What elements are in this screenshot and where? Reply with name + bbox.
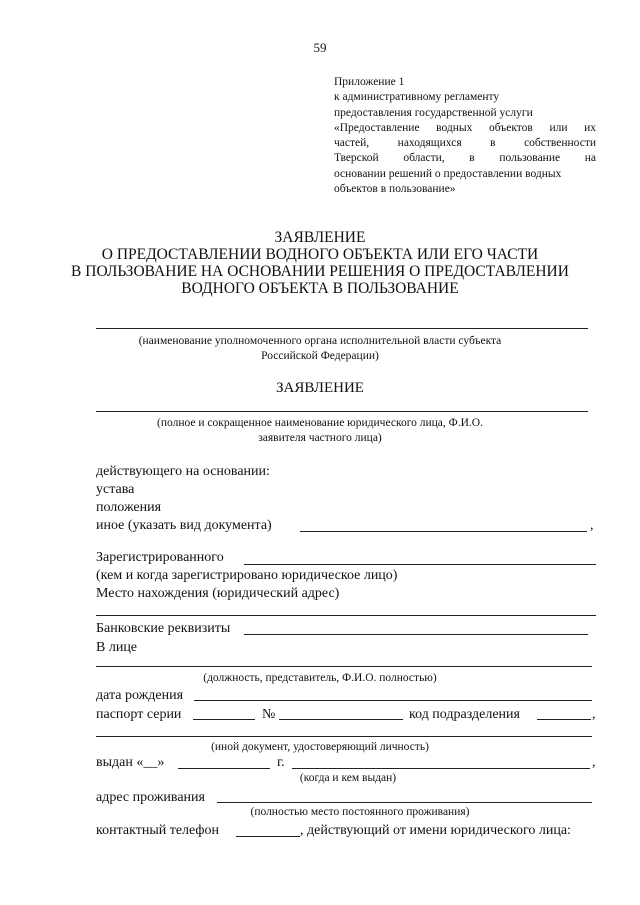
- passport-number-label: №: [262, 707, 276, 722]
- applicant-caption-line: заявителя частного лица): [258, 432, 382, 444]
- person-caption: (должность, представитель, Ф.И.О. полностью): [203, 672, 437, 684]
- person-label: В лице: [96, 640, 138, 655]
- basis-option-regulation[interactable]: положения: [96, 500, 162, 515]
- document-title-line: В ПОЛЬЗОВАНИЕ НА ОСНОВАНИИ РЕШЕНИЯ О ПРЕДОСТАВЛЕНИИ: [71, 263, 569, 280]
- document-title: ЗАЯВЛЕНИЕ: [274, 229, 366, 246]
- authority-field[interactable]: [96, 328, 588, 329]
- passport-series-label: паспорт серии: [96, 707, 182, 722]
- basis-end-comma: ,: [590, 518, 594, 533]
- applicant-field[interactable]: [96, 411, 588, 412]
- registered-label: Зарегистрированного: [96, 550, 224, 565]
- subtitle: ЗАЯВЛЕНИЕ: [276, 380, 364, 396]
- residence-label: адрес проживания: [96, 790, 205, 805]
- issued-month-field[interactable]: [178, 768, 270, 769]
- basis-label: действующего на основании:: [96, 464, 270, 479]
- bank-field[interactable]: [244, 634, 588, 635]
- passport-number-field[interactable]: [279, 719, 403, 720]
- issued-caption: (когда и кем выдан): [299, 772, 397, 784]
- person-field[interactable]: [96, 666, 592, 667]
- phone-label: контактный телефон: [96, 823, 219, 838]
- issued-end-comma: ,: [592, 755, 596, 770]
- dept-code-field[interactable]: [537, 719, 591, 720]
- residence-caption: (полностью место постоянного проживания): [250, 806, 470, 818]
- bank-label: Банковские реквизиты: [96, 621, 231, 636]
- annex-line: основании решений о предоставлении водных: [334, 167, 562, 180]
- document-title-line: ВОДНОГО ОБЪЕКТА В ПОЛЬЗОВАНИЕ: [181, 280, 459, 297]
- passport-series-field[interactable]: [193, 719, 255, 720]
- annex-line: Приложение 1: [334, 76, 405, 88]
- basis-option-charter[interactable]: устава: [96, 482, 135, 497]
- issued-year-label: г.: [277, 755, 285, 770]
- address-field[interactable]: [96, 615, 596, 616]
- annex-line: к административному регламенту: [334, 91, 500, 104]
- other-doc-caption: (иной документ, удостоверяющий личность): [211, 741, 429, 753]
- annex-header: [334, 75, 596, 197]
- phone-field[interactable]: [236, 836, 300, 837]
- registered-hint: (кем и когда зарегистрировано юридическое лицо): [96, 568, 398, 583]
- birth-label: дата рождения: [96, 688, 184, 703]
- annex-line: предоставления государственной услуги: [334, 106, 533, 119]
- residence-field[interactable]: [217, 802, 592, 803]
- page-number: 59: [313, 40, 327, 55]
- authority-caption-line: Российской Федерации): [261, 350, 379, 362]
- address-label: Место нахождения (юридический адрес): [96, 586, 340, 601]
- annex-line: Тверской области, в пользование на: [334, 152, 596, 165]
- dept-code-label: код подразделения: [409, 707, 520, 722]
- applicant-caption: (полное и сокращенное наименование юридического лица, Ф.И.О.: [157, 417, 483, 429]
- annex-line: объектов в пользование»: [334, 183, 456, 196]
- issued-by-field[interactable]: [292, 768, 590, 769]
- other-doc-field[interactable]: [96, 736, 592, 737]
- phone-rest-text: , действующий от имени юридического лица:: [300, 823, 571, 838]
- birth-field[interactable]: [194, 700, 592, 701]
- authority-caption: (наименование уполномоченного органа исполнительной власти субъекта: [138, 335, 502, 347]
- registered-field[interactable]: [244, 564, 596, 565]
- annex-line: «Предоставление водных объектов или их: [334, 121, 596, 134]
- passport-end-comma: ,: [592, 707, 596, 722]
- issued-label: выдан «__»: [96, 755, 165, 770]
- document-title-line: О ПРЕДОСТАВЛЕНИИ ВОДНОГО ОБЪЕКТА ИЛИ ЕГО ЧАСТИ: [101, 246, 539, 263]
- basis-other-field[interactable]: [300, 531, 587, 532]
- basis-option-other[interactable]: иное (указать вид документа): [96, 518, 272, 533]
- annex-line: частей, находящихся в собственности: [334, 137, 596, 150]
